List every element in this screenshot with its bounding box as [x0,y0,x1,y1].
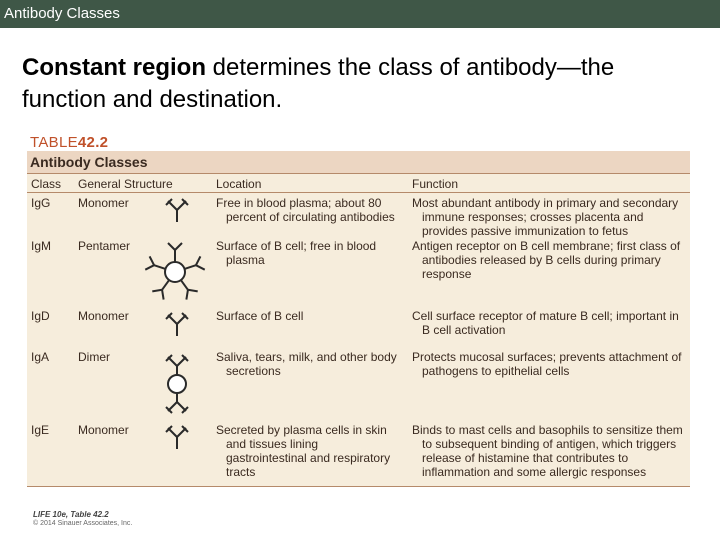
row-igm-class: IgM [31,239,52,253]
row-igg-class: IgG [31,196,51,210]
row-iga-function: Protects mucosal surfaces; prevents attachment of pathogens to epithelial cells [412,350,682,378]
row-ige-location: Secreted by plasma cells in skin and tissues lining gastrointestinal and respiratory tracts [216,423,391,479]
row-igm-location: Surface of B cell; free in blood plasma [216,239,377,267]
row-ige-structure: Monomer [78,423,129,437]
row-igg-structure: Monomer [78,196,129,210]
row-iga-structure: Dimer [78,350,110,364]
row-igd-function: Cell surface receptor of mature B cell; important in B cell activation [412,309,679,337]
row-iga-location: Saliva, tears, milk, and other body secretions [216,350,397,378]
slide-header-title: Antibody Classes [4,5,120,22]
slide-headline [22,52,702,116]
table-label-prefix: TABLE [30,134,78,151]
header-bar [0,0,720,28]
row-igd-class: IgD [31,309,50,323]
row-igd-location: Surface of B cell [216,309,304,323]
headline-bold: Constant region [22,54,206,81]
column-header-class: Class [31,177,62,191]
table-rule-bottom [27,486,690,487]
row-igm-function: Antigen receptor on B cell membrane; first class of antibodies released by B cells during primary response [412,239,681,281]
table-rule-top [27,173,690,174]
row-ige-function: Binds to mast cells and basophils to sensitize them to subsequent binding of antigen, which triggers release of histamine that contributes to inflammation and some allergic responses [412,423,683,479]
iga-dimer-icon [163,352,191,416]
igm-pentamer-icon [143,240,207,304]
ige-monomer-icon [165,425,189,449]
igd-monomer-icon [165,312,189,336]
column-header-structure: General Structure [78,177,173,191]
headline-rest: determines the class of antibody—the function and destination. [22,54,615,113]
igg-monomer-icon [165,198,189,222]
table-label-number: 42.2 [77,134,109,151]
row-ige-class: IgE [31,423,50,437]
row-igg-location: Free in blood plasma; about 80 percent of circulating antibodies [216,196,395,224]
column-header-location: Location [216,177,262,191]
table-title: Antibody Classes [30,154,148,170]
column-header-function: Function [412,177,459,191]
antibody-table [27,132,690,487]
row-igm-structure: Pentamer [78,239,131,253]
table-rule-header [27,192,690,193]
copyright-credit: © 2014 Sinauer Associates, Inc. [33,520,133,527]
row-igd-structure: Monomer [78,309,129,323]
table-label [30,134,108,152]
row-igg-function: Most abundant antibody in primary and secondary immune responses; crosses placenta and provides passive immunization to fetus [412,196,679,238]
source-credit: LIFE 10e, Table 42.2 [33,510,109,519]
row-iga-class: IgA [31,350,50,364]
